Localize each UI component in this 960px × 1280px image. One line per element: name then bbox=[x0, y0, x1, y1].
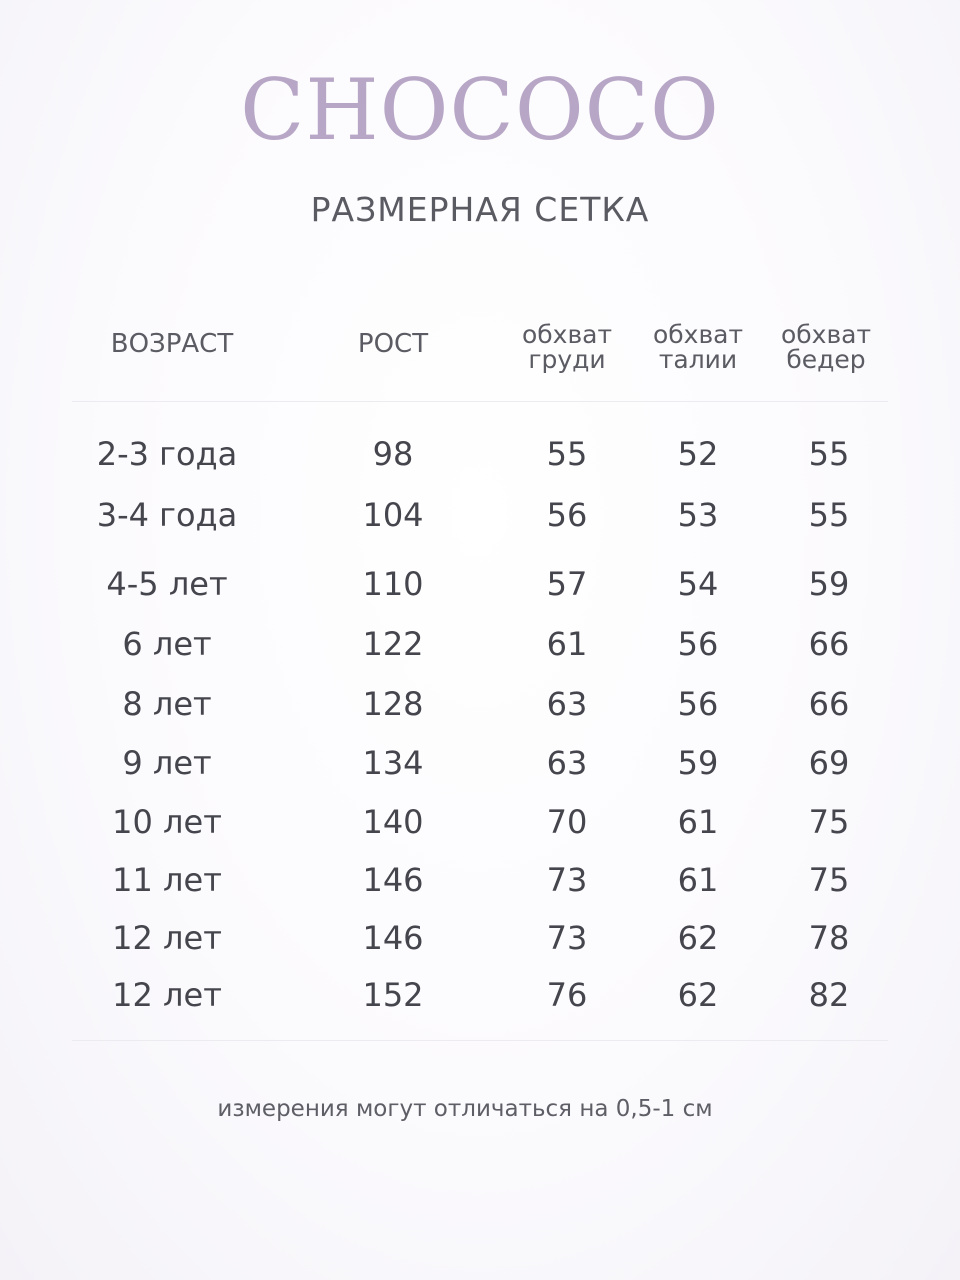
cell-age: 3-4 года bbox=[96, 496, 238, 534]
cell-waist: 62 bbox=[677, 976, 719, 1014]
cell-chest: 56 bbox=[546, 496, 588, 534]
cell-age: 11 лет bbox=[112, 861, 222, 899]
cell-waist: 56 bbox=[677, 625, 719, 663]
cell-height: 146 bbox=[362, 861, 424, 899]
column-header-age: ВОЗРАСТ bbox=[110, 329, 234, 359]
cell-height: 110 bbox=[362, 565, 424, 603]
cell-chest: 57 bbox=[546, 565, 588, 603]
cell-chest: 76 bbox=[546, 976, 588, 1014]
table-row bbox=[0, 918, 960, 958]
table-row bbox=[0, 624, 960, 664]
cell-hips: 69 bbox=[808, 744, 850, 782]
table-row bbox=[0, 743, 960, 783]
cell-chest: 70 bbox=[546, 803, 588, 841]
cell-height: 134 bbox=[362, 744, 424, 782]
cell-height: 122 bbox=[362, 625, 424, 663]
cell-height: 146 bbox=[362, 919, 424, 957]
cell-hips: 82 bbox=[808, 976, 850, 1014]
cell-waist: 52 bbox=[677, 435, 719, 473]
cell-height: 98 bbox=[372, 435, 414, 473]
cell-chest: 73 bbox=[546, 919, 588, 957]
table-row bbox=[0, 860, 960, 900]
cell-age: 12 лет bbox=[112, 976, 222, 1014]
column-header-waist-line1: обхват bbox=[652, 320, 744, 349]
cell-hips: 78 bbox=[808, 919, 850, 957]
table-row bbox=[0, 975, 960, 1015]
column-header-height: РОСТ bbox=[357, 329, 429, 359]
cell-hips: 55 bbox=[808, 435, 850, 473]
cell-waist: 56 bbox=[677, 685, 719, 723]
cell-age: 9 лет bbox=[122, 744, 212, 782]
cell-age: 4-5 лет bbox=[106, 565, 228, 603]
cell-age: 6 лет bbox=[122, 625, 212, 663]
cell-chest: 55 bbox=[546, 435, 588, 473]
column-header-waist-line2: талии bbox=[658, 345, 738, 374]
column-header-chest-line2: груди bbox=[528, 345, 606, 374]
cell-chest: 73 bbox=[546, 861, 588, 899]
cell-age: 2-3 года bbox=[96, 435, 238, 473]
cell-height: 104 bbox=[362, 496, 424, 534]
cell-waist: 54 bbox=[677, 565, 719, 603]
cell-hips: 66 bbox=[808, 625, 850, 663]
cell-height: 140 bbox=[362, 803, 424, 841]
table-row bbox=[0, 564, 960, 604]
cell-chest: 63 bbox=[546, 744, 588, 782]
measurement-footnote: измерения могут отличаться на 0,5-1 см bbox=[217, 1096, 713, 1122]
cell-chest: 63 bbox=[546, 685, 588, 723]
table-row bbox=[0, 684, 960, 724]
cell-age: 10 лет bbox=[112, 803, 222, 841]
table-row bbox=[0, 434, 960, 474]
page-title: РАЗМЕРНАЯ СЕТКА bbox=[310, 190, 650, 229]
cell-waist: 61 bbox=[677, 803, 719, 841]
cell-waist: 59 bbox=[677, 744, 719, 782]
footer-divider bbox=[72, 1040, 888, 1041]
table-row bbox=[0, 802, 960, 842]
cell-chest: 61 bbox=[546, 625, 588, 663]
cell-hips: 59 bbox=[808, 565, 850, 603]
cell-waist: 53 bbox=[677, 496, 719, 534]
column-header-hips-line1: обхват bbox=[780, 320, 872, 349]
brand-logo: CHOCOCO bbox=[240, 61, 720, 159]
cell-age: 8 лет bbox=[122, 685, 212, 723]
cell-age: 12 лет bbox=[112, 919, 222, 957]
cell-height: 128 bbox=[362, 685, 424, 723]
cell-waist: 62 bbox=[677, 919, 719, 957]
table-row bbox=[0, 495, 960, 535]
cell-hips: 75 bbox=[808, 803, 850, 841]
column-header-hips-line2: бедер bbox=[786, 345, 866, 374]
column-header-chest-line1: обхват bbox=[521, 320, 613, 349]
cell-hips: 75 bbox=[808, 861, 850, 899]
cell-waist: 61 bbox=[677, 861, 719, 899]
cell-hips: 55 bbox=[808, 496, 850, 534]
cell-hips: 66 bbox=[808, 685, 850, 723]
cell-height: 152 bbox=[362, 976, 424, 1014]
